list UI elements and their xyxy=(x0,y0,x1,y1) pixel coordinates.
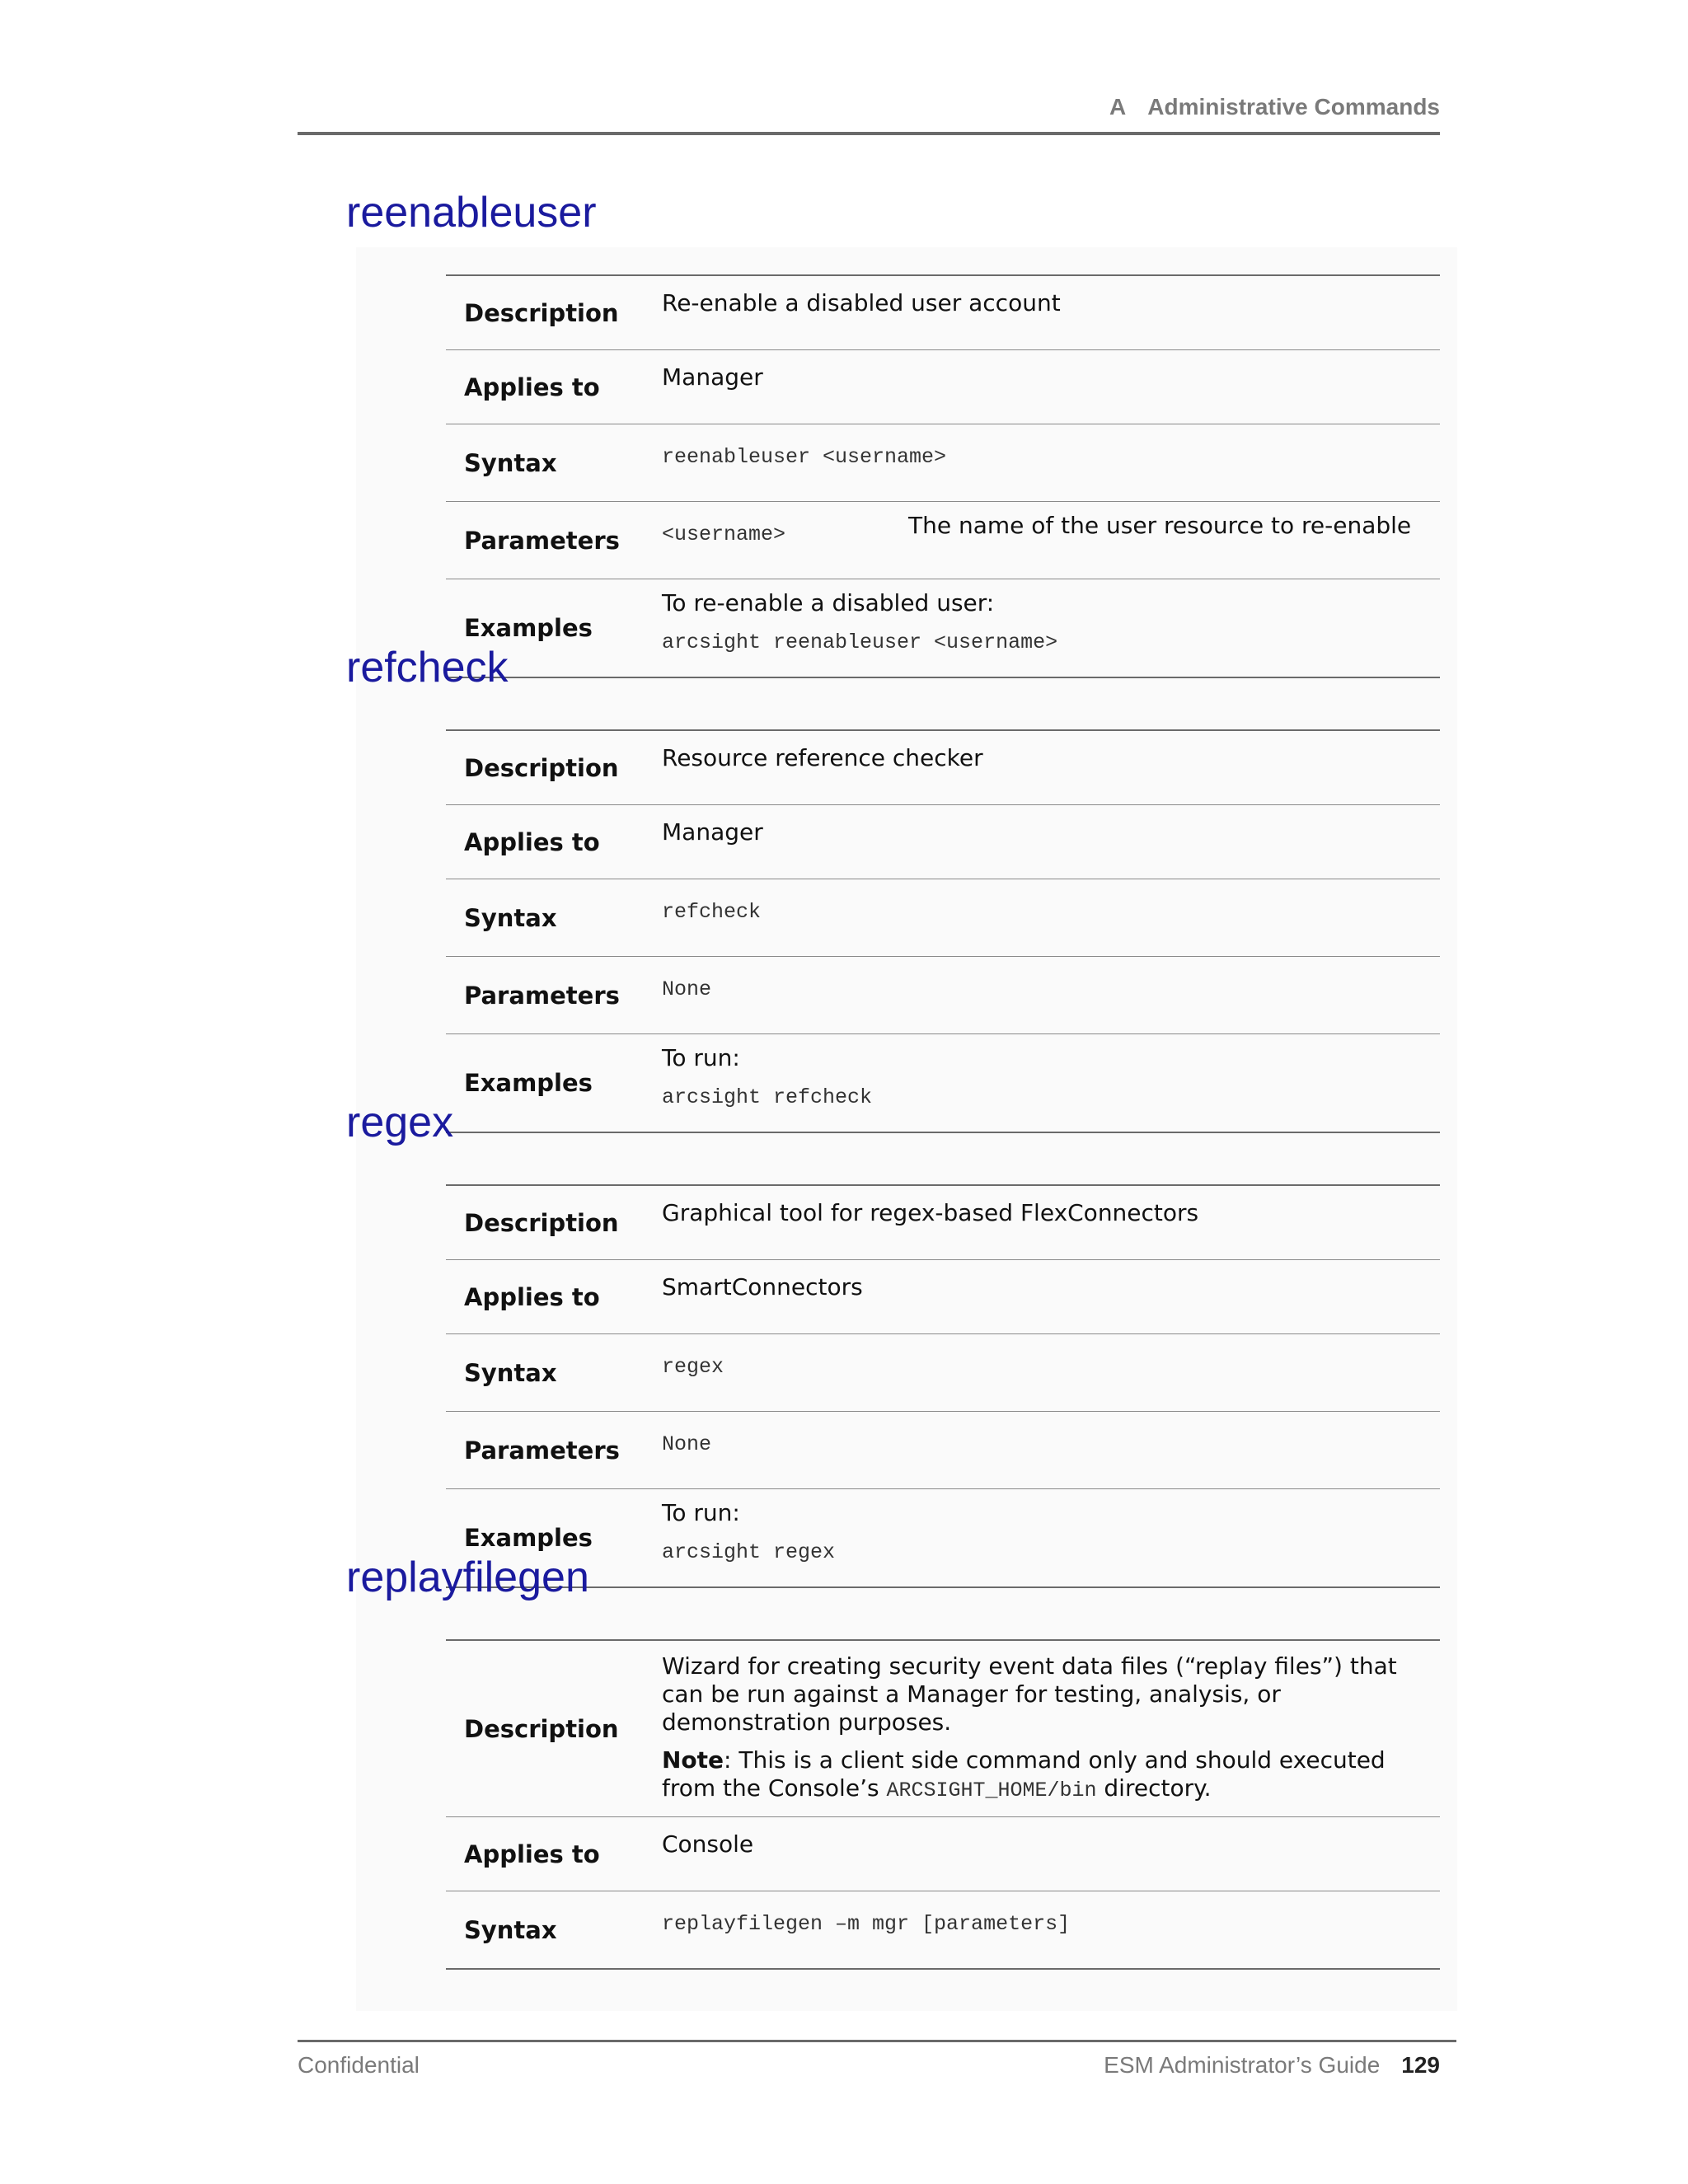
examples-value xyxy=(662,1489,1440,1588)
section-title-refcheck: refcheck xyxy=(346,644,509,691)
row-label: Applies to xyxy=(446,1817,662,1891)
description-value: Graphical tool for regex-based FlexConnectors xyxy=(662,1185,1440,1260)
syntax-value xyxy=(662,424,1440,502)
header-text xyxy=(1109,94,1440,120)
table-row xyxy=(446,579,1440,678)
page-number: 129 xyxy=(1401,2052,1440,2078)
syntax-value xyxy=(662,1891,1440,1970)
footer-confidential: Confidential xyxy=(298,2052,420,2078)
parameter-description: The name of the user resource to re-enable xyxy=(908,512,1412,539)
row-label: Examples xyxy=(464,1524,593,1552)
table-row xyxy=(446,1817,1440,1891)
applies-to-value: Console xyxy=(662,1817,1440,1891)
command-table-refcheck xyxy=(446,729,1440,1133)
table-row xyxy=(446,1185,1440,1260)
footer-rule xyxy=(298,2040,1456,2042)
description-value: Resource reference checker xyxy=(662,730,1440,805)
applies-to-value: Manager xyxy=(662,805,1440,879)
parameters-value xyxy=(662,1412,1440,1489)
row-label: Examples xyxy=(464,1069,593,1097)
table-row xyxy=(446,1412,1440,1489)
parameters-none: None xyxy=(662,1432,712,1456)
table-row xyxy=(446,1260,1440,1334)
footer-guide-title: ESM Administrator’s Guide xyxy=(1104,2052,1381,2078)
parameter-name: <username> xyxy=(662,523,786,546)
row-label: Description xyxy=(446,275,662,350)
row-label: Parameters xyxy=(446,502,662,579)
section-title-regex: regex xyxy=(346,1099,454,1146)
syntax-code: replayfilegen –m mgr [parameters] xyxy=(662,1912,1071,1936)
table-row xyxy=(446,1034,1440,1133)
example-text: To run: xyxy=(662,1499,740,1526)
syntax-code: refcheck xyxy=(662,900,762,924)
row-label: Syntax xyxy=(446,424,662,502)
table-row xyxy=(446,879,1440,957)
row-label: Applies to xyxy=(446,1260,662,1334)
row-label: Applies to xyxy=(446,805,662,879)
description-text: Wizard for creating security event data files (“replay files”) that can be run against a Manager for testing, analysis, or demonstration purposes. xyxy=(662,1652,1397,1736)
footer-guide xyxy=(1104,2052,1440,2079)
examples-value xyxy=(662,579,1440,678)
section-title-reenableuser: reenableuser xyxy=(346,189,597,237)
row-label: Syntax xyxy=(464,1915,557,1944)
header-title: Administrative Commands xyxy=(1147,94,1440,120)
applies-to-value: Manager xyxy=(662,350,1440,424)
example-code: arcsight reenableuser <username> xyxy=(662,630,1058,654)
table-row xyxy=(446,730,1440,805)
row-label: Parameters xyxy=(446,957,662,1034)
table-row xyxy=(446,957,1440,1034)
table-row xyxy=(446,805,1440,879)
note-code: ARCSIGHT_HOME/bin xyxy=(886,1779,1097,1802)
description-note xyxy=(662,1746,1423,1805)
parameters-value xyxy=(662,957,1440,1034)
header-chapter: A xyxy=(1109,94,1127,120)
row-label: Parameters xyxy=(446,1412,662,1489)
row-label: Examples xyxy=(464,614,593,642)
description-value: Re-enable a disabled user account xyxy=(662,275,1440,350)
row-label: Applies to xyxy=(446,350,662,424)
table-row xyxy=(446,1334,1440,1412)
table-row xyxy=(446,1489,1440,1588)
example-text: To re-enable a disabled user: xyxy=(662,589,995,616)
note-text-1: : This is a client side command only and should executed from the Console’s xyxy=(662,1746,1386,1802)
row-label: Syntax xyxy=(446,1334,662,1412)
example-code: arcsight regex xyxy=(662,1540,836,1564)
syntax-value xyxy=(662,879,1440,957)
row-label: Description xyxy=(446,1640,662,1817)
parameters-value xyxy=(662,502,1440,579)
examples-value xyxy=(662,1034,1440,1133)
section-title-replayfilegen: replayfilegen xyxy=(346,1554,589,1601)
table-row xyxy=(446,424,1440,502)
table-row xyxy=(446,502,1440,579)
command-table-regex xyxy=(446,1184,1440,1588)
command-table-reenableuser xyxy=(446,274,1440,678)
table-row xyxy=(446,275,1440,350)
table-row xyxy=(446,350,1440,424)
description-value xyxy=(662,1640,1440,1817)
note-text-2: directory. xyxy=(1096,1774,1212,1802)
syntax-value xyxy=(662,1334,1440,1412)
example-text: To run: xyxy=(662,1044,740,1071)
parameters-none: None xyxy=(662,977,712,1001)
row-label: Description xyxy=(446,1185,662,1260)
example-code: arcsight refcheck xyxy=(662,1085,873,1109)
table-row xyxy=(446,1640,1440,1817)
note-label: Note xyxy=(662,1746,724,1774)
row-label: Description xyxy=(446,730,662,805)
applies-to-value: SmartConnectors xyxy=(662,1260,1440,1334)
table-row xyxy=(446,1891,1440,1970)
running-header xyxy=(298,92,1440,135)
row-label: Syntax xyxy=(446,879,662,957)
syntax-code: reenableuser <username> xyxy=(662,445,947,469)
command-table-replayfilegen xyxy=(446,1639,1440,1970)
syntax-code: regex xyxy=(662,1355,724,1379)
